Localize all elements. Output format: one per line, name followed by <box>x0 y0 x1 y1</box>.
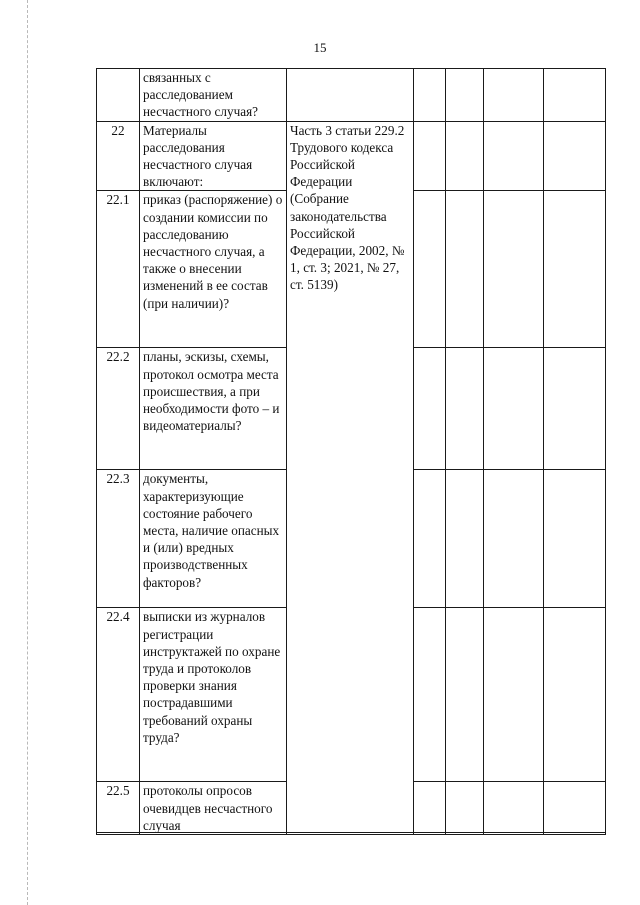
answer-no-cell <box>446 608 484 782</box>
item-number: 22.2 <box>97 348 140 470</box>
table-bottom-rule <box>96 832 605 833</box>
scan-edge-line <box>27 0 28 905</box>
item-number: 22.1 <box>97 191 140 348</box>
answer-no-cell <box>446 191 484 348</box>
item-question: приказ (распоряжение) о создании комиссии по расследованию несчастного случая, а также о внесении изменений в ее состав (при наличии)? <box>140 191 287 348</box>
answer-no-cell <box>446 348 484 470</box>
note-cell <box>544 782 606 835</box>
checklist-table <box>96 68 606 835</box>
answer-yes-cell <box>414 191 446 348</box>
legal-reference: Часть 3 статьи 229.2 Трудового кодекса Российской Федерации (Собрание законодательства Российской Федерации, 2002, № 1, ст. 3; 2021, № 27, ст. 5139) <box>287 121 414 834</box>
answer-yes-cell <box>414 121 446 191</box>
item-number: 22.3 <box>97 470 140 608</box>
answer-no-cell <box>446 69 484 122</box>
note-cell <box>544 608 606 782</box>
answer-na-cell <box>484 348 544 470</box>
item-question: Материалы расследования несчастного случая включают: <box>140 121 287 191</box>
note-cell <box>544 69 606 122</box>
table-row <box>97 121 606 191</box>
note-cell <box>544 121 606 191</box>
answer-na-cell <box>484 608 544 782</box>
note-cell <box>544 470 606 608</box>
item-question: документы, характеризующие состояние рабочего места, наличие опасных и (или) вредных производственных факторов? <box>140 470 287 608</box>
answer-no-cell <box>446 121 484 191</box>
answer-yes-cell <box>414 348 446 470</box>
item-question: выписки из журналов регистрации инструктажей по охране труда и протоколов проверки знания пострадавшими требований охраны труда? <box>140 608 287 782</box>
answer-no-cell <box>446 470 484 608</box>
answer-yes-cell <box>414 608 446 782</box>
answer-na-cell <box>484 470 544 608</box>
item-question: связанных с расследованием несчастного случая? <box>140 69 287 122</box>
page-number: 15 <box>313 40 327 55</box>
note-cell <box>544 348 606 470</box>
item-question: протоколы опросов очевидцев несчастного случая <box>140 782 287 835</box>
table-row <box>97 69 606 122</box>
answer-na-cell <box>484 782 544 835</box>
answer-no-cell <box>446 782 484 835</box>
item-number: 22.4 <box>97 608 140 782</box>
note-cell <box>544 191 606 348</box>
item-question: планы, эскизы, схемы, протокол осмотра места происшествия, а при необходимости фото – и видеоматериалы? <box>140 348 287 470</box>
answer-yes-cell <box>414 69 446 122</box>
answer-na-cell <box>484 121 544 191</box>
item-number: 22 <box>97 121 140 191</box>
legal-reference-empty <box>287 69 414 122</box>
item-number: 22.5 <box>97 782 140 835</box>
answer-yes-cell <box>414 782 446 835</box>
item-number <box>97 69 140 122</box>
answer-na-cell <box>484 191 544 348</box>
answer-na-cell <box>484 69 544 122</box>
answer-yes-cell <box>414 470 446 608</box>
